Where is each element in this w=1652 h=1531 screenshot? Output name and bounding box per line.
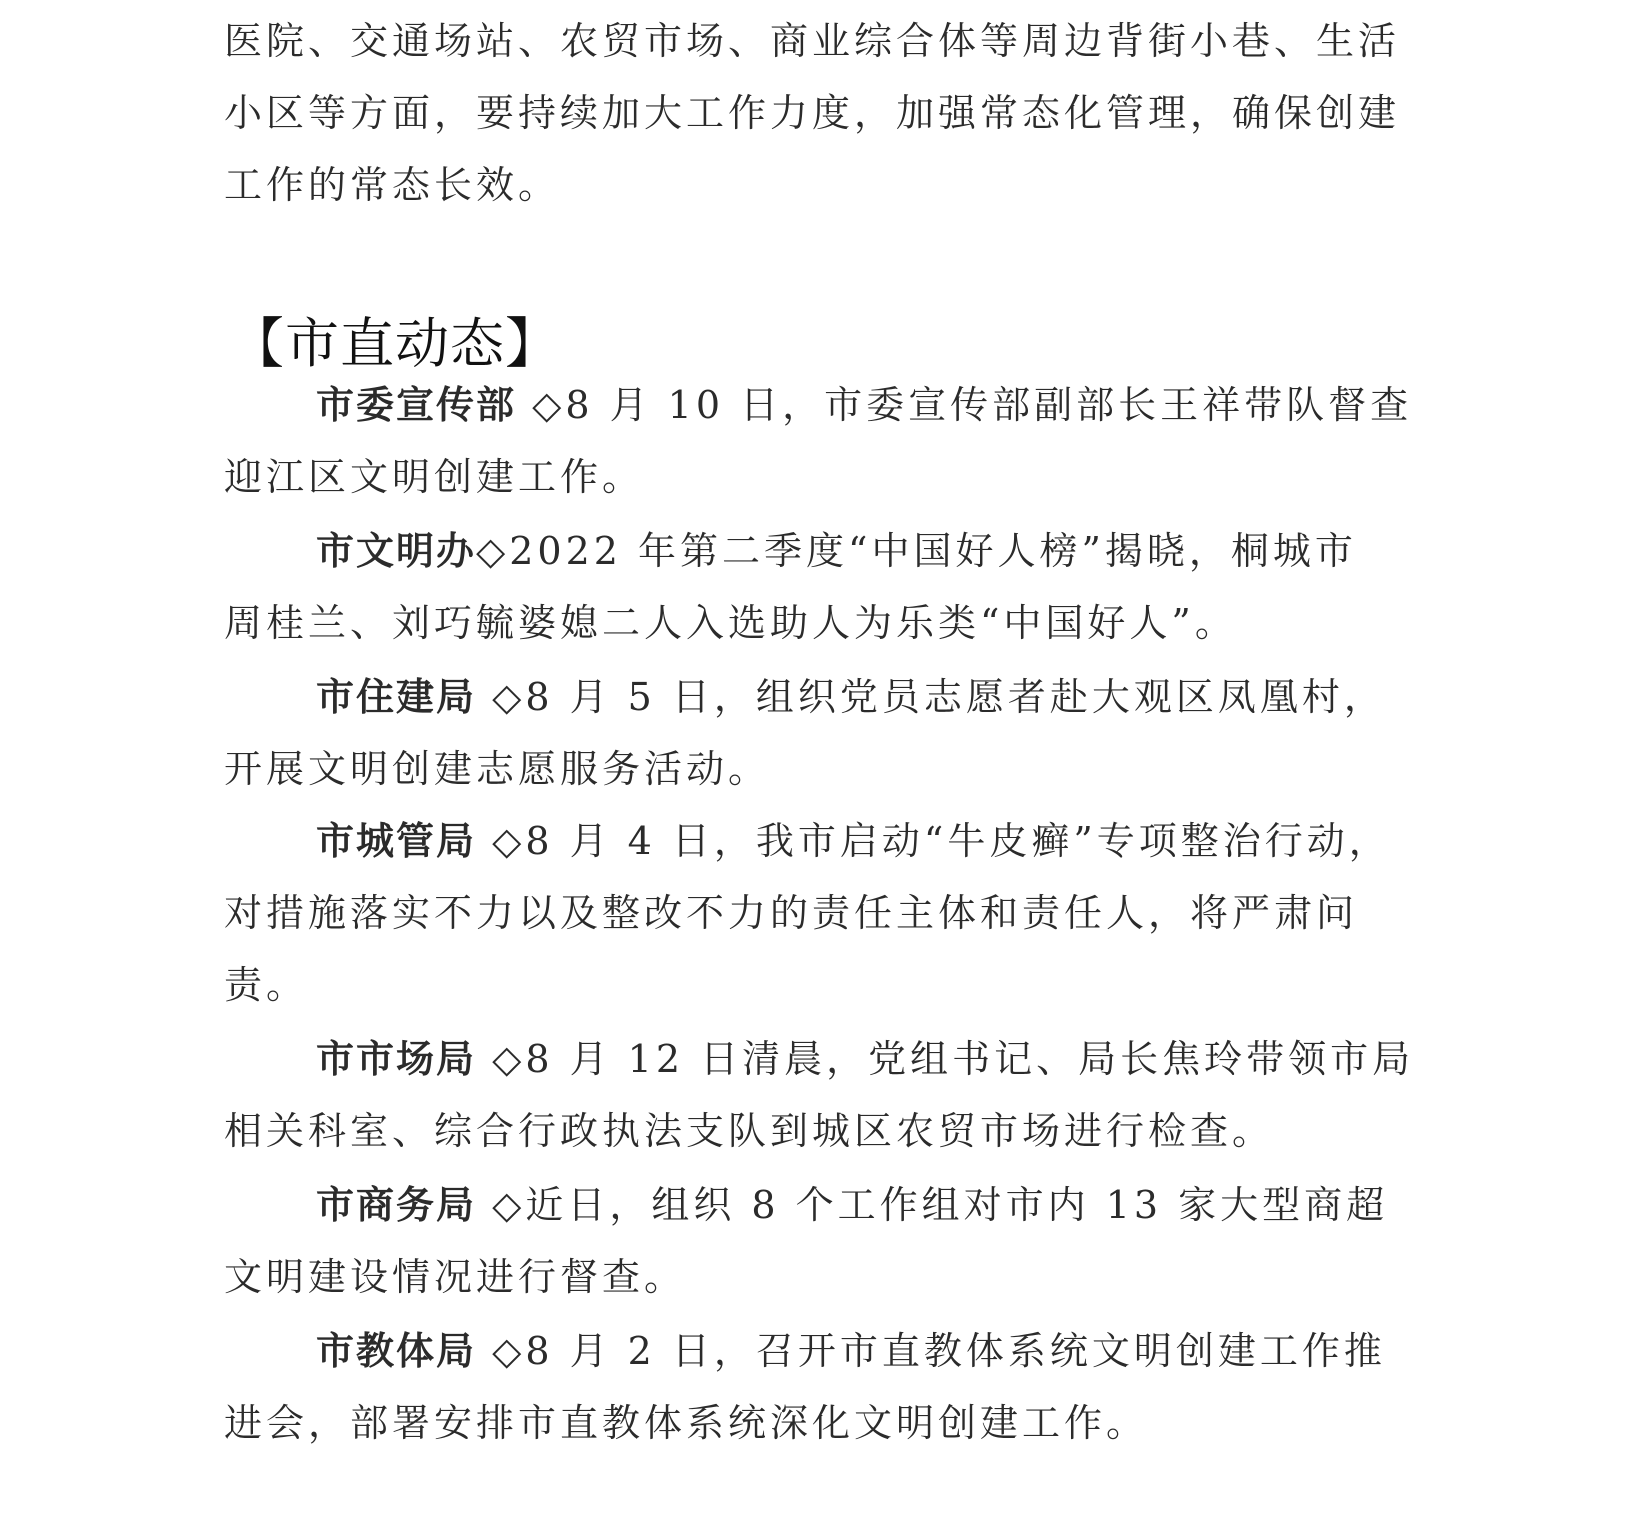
news-text-line: 进会，部署安排市直教体系统深化文明创建工作。	[224, 1401, 1149, 1445]
news-text-line: 迎江区文明创建工作。	[224, 455, 645, 499]
news-item-first-line	[316, 816, 1391, 866]
news-text: ◇2022 年第二季度“中国好人榜”揭晓，桐城市	[476, 529, 1357, 573]
news-text: ◇8 月 2 日，召开市直教体系统文明创建工作推	[476, 1329, 1386, 1373]
intro-line: 医院、交通场站、农贸市场、商业综合体等周边背街小巷、生活	[224, 19, 1401, 63]
news-item-first-line	[316, 672, 1386, 722]
dept-name: 市商务局	[316, 1183, 477, 1227]
news-text-line: 责。	[224, 963, 309, 1007]
news-text: ◇8 月 5 日，组织党员志愿者赴大观区凤凰村，	[476, 675, 1386, 719]
intro-line: 工作的常态长效。	[224, 163, 561, 207]
section-heading: 【市直动态】	[230, 312, 560, 375]
news-text-line: 文明建设情况进行督查。	[224, 1255, 687, 1299]
dept-name: 市教体局	[316, 1329, 477, 1373]
news-text-line: 周桂兰、刘巧毓婆媳二人入选助人为乐类“中国好人”。	[224, 601, 1237, 645]
news-text: ◇8 月 12 日清晨，党组书记、局长焦玲带领市局	[476, 1037, 1415, 1081]
news-item-first-line	[316, 526, 1357, 576]
dept-name: 市委宣传部	[316, 383, 517, 427]
news-item-first-line	[316, 1034, 1414, 1084]
intro-line: 小区等方面，要持续加大工作力度，加强常态化管理，确保创建	[224, 91, 1401, 135]
dept-name: 市城管局	[316, 819, 477, 863]
news-item-first-line	[316, 1180, 1388, 1230]
news-item-first-line	[316, 1326, 1386, 1376]
dept-name: 市住建局	[316, 675, 477, 719]
news-text-line: 对措施落实不力以及整改不力的责任主体和责任人，将严肃问	[224, 891, 1359, 935]
news-text: ◇8 月 4 日，我市启动“牛皮癣”专项整治行动，	[476, 819, 1391, 863]
news-item-first-line	[316, 380, 1412, 430]
dept-name: 市市场局	[316, 1037, 477, 1081]
news-text: ◇近日，组织 8 个工作组对市内 13 家大型商超	[476, 1183, 1389, 1227]
news-text-line: 开展文明创建志愿服务活动。	[224, 747, 771, 791]
news-text: ◇8 月 10 日，市委宣传部副部长王祥带队督查	[516, 383, 1413, 427]
dept-name: 市文明办	[316, 529, 477, 573]
news-text-line: 相关科室、综合行政执法支队到城区农贸市场进行检查。	[224, 1109, 1275, 1153]
